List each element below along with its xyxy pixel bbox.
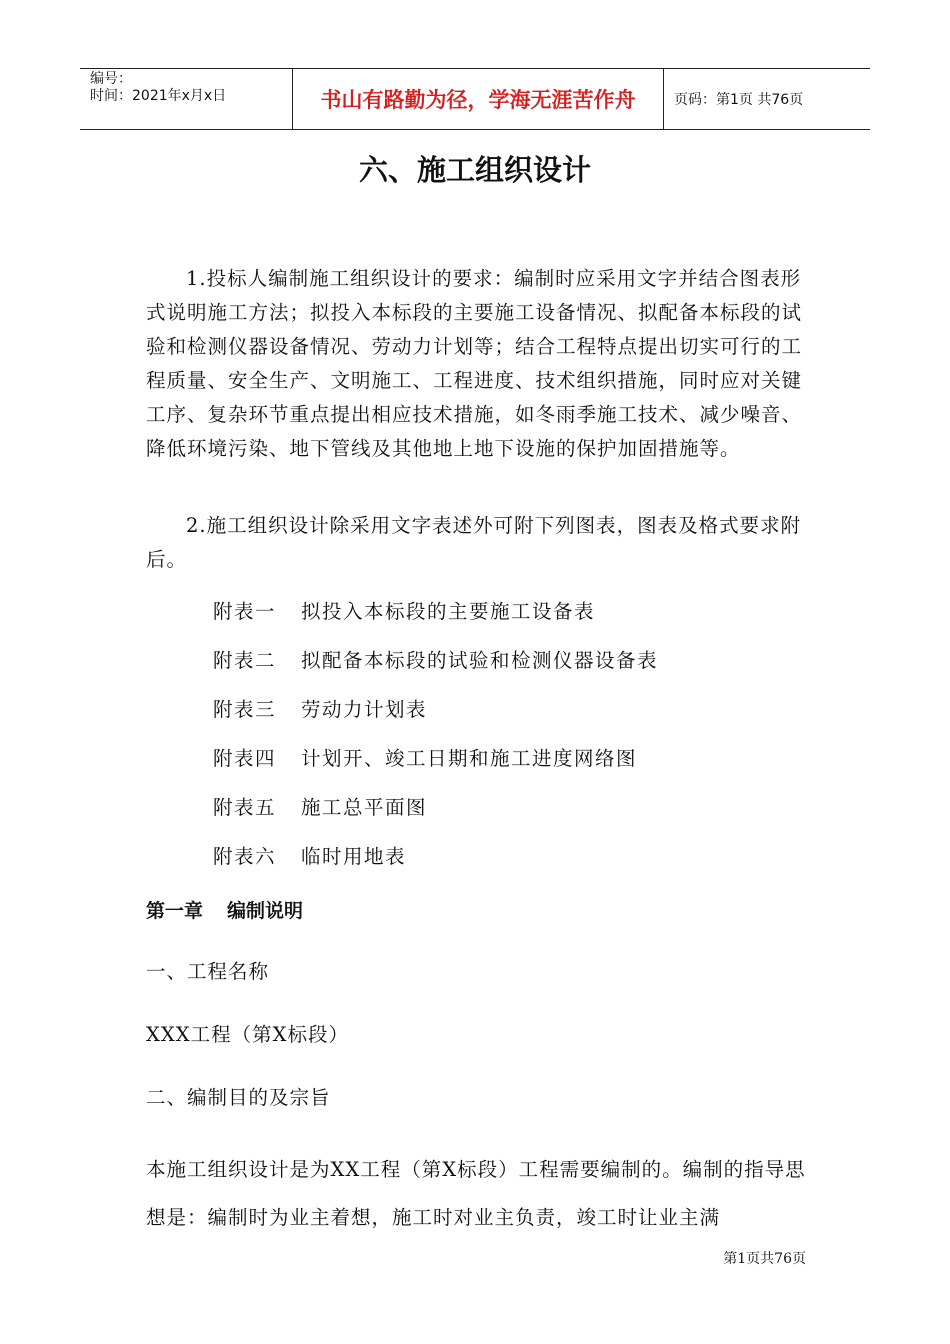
appendix-item <box>213 743 637 771</box>
appendix-text: 拟投入本标段的主要施工设备表 <box>301 600 596 623</box>
chapter-title: 编制说明 <box>227 900 304 922</box>
appendix-text: 临时用地表 <box>301 845 407 868</box>
appendix-text: 施工总平面图 <box>301 796 428 819</box>
appendix-tag: 附表四 <box>213 747 277 770</box>
appendix-item <box>213 841 406 869</box>
page-footer: 第1页共76页 <box>723 1251 806 1267</box>
appendix-item <box>213 792 427 820</box>
chapter-number: 第一章 <box>146 900 204 922</box>
time-label: 时间：2021年x月x日 <box>90 88 227 104</box>
header-motto: 书山有路勤为径，学海无涯苦作舟 <box>293 69 664 129</box>
document-title: 六、施工组织设计 <box>358 153 591 187</box>
purpose-paragraph: 本施工组织设计是为XX工程（第X标段）工程需要编制的。编制的指导思想是：编制时为业主着想，施工时对业主负责，竣工时让业主满 <box>146 1158 806 1229</box>
appendix-item <box>213 694 427 722</box>
appendix-tag: 附表六 <box>213 845 277 868</box>
header-page-label: 页码：第1页 共76页 <box>674 92 804 108</box>
page-header <box>80 68 870 130</box>
project-name: XXX工程（第X标段） <box>146 1023 350 1046</box>
chapter-heading <box>146 896 303 923</box>
number-label: 编号： <box>90 71 132 87</box>
section-heading: 二、编制目的及宗旨 <box>146 1086 331 1109</box>
appendix-tag: 附表一 <box>213 600 277 623</box>
appendix-tag: 附表五 <box>213 796 277 819</box>
appendix-tag: 附表二 <box>213 649 277 672</box>
appendix-tag: 附表三 <box>213 698 277 721</box>
header-meta <box>80 69 293 129</box>
appendix-text: 拟配备本标段的试验和检测仪器设备表 <box>301 649 659 672</box>
appendix-text: 计划开、竣工日期和施工进度网络图 <box>301 747 638 770</box>
section-heading: 一、工程名称 <box>146 960 270 983</box>
appendix-item <box>213 645 658 673</box>
appendix-item <box>213 596 595 624</box>
paragraph-2: 2.施工组织设计除采用文字表述外可附下列图表，图表及格式要求附后。 <box>146 514 802 571</box>
appendix-text: 劳动力计划表 <box>301 698 428 721</box>
paragraph-1: 1.投标人编制施工组织设计的要求：编制时应采用文字并结合图表形式说明施工方法；拟投入本标段的主要施工设备情况、拟配备本标段的试验和检测仪器设备情况、劳动力计划等；结合工程特点提出切实可行的工程质量、安全生产、文明施工、工程进度、技术组织措施，同时应对关键工序、复杂环节重点提出相应技术措施，如冬雨季施工技术、减少噪音、降低环境污染、地下管线及其他地上地下设施的保护加固措施等。 <box>146 267 803 460</box>
